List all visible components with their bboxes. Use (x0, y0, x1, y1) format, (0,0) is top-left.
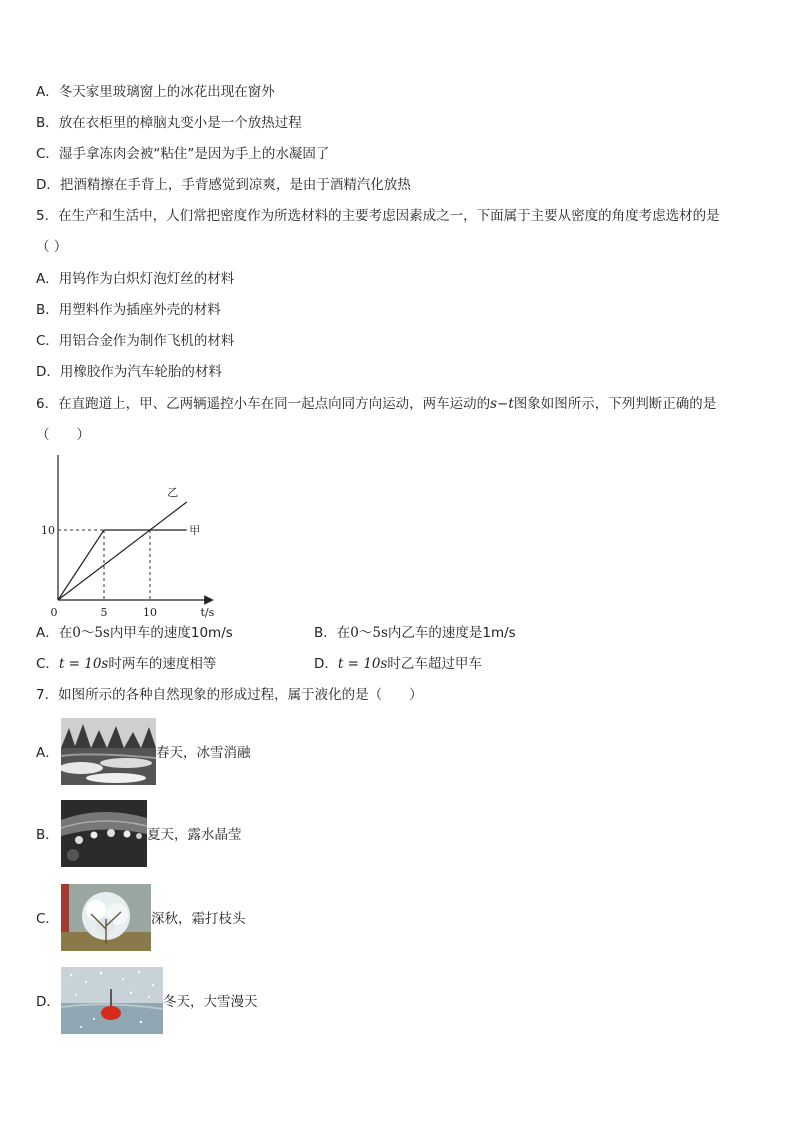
q5-option-a: A．用钨作为白炽灯泡灯丝的材料 (36, 271, 235, 287)
q7-option-b-label: B． (36, 827, 59, 843)
q6-option-b-pre: B．在 (314, 625, 351, 641)
q6-stem-pre: 6．在直跑道上，甲、乙两辆遥控小车在同一起点向同方向运动，两车运动的 (36, 396, 491, 412)
q7-option-a-photo (61, 718, 156, 785)
q6-option-a-pre: A．在 (36, 625, 73, 641)
q5-answer-paren: （ ） (36, 239, 68, 255)
q5-option-b: B．用塑料作为插座外壳的材料 (36, 302, 221, 318)
q7-option-c-label: C． (36, 911, 59, 927)
q5-option-d: D．用橡胶作为汽车轮胎的材料 (36, 364, 222, 380)
q7-option-a-label: A． (36, 745, 59, 761)
q6-option-d-post: 时乙车超过甲车 (387, 656, 482, 672)
q6-option-d-pre: D． (314, 656, 338, 672)
series-line-0 (58, 530, 187, 600)
q7-option-d-caption: 冬天，大雪漫天 (163, 994, 258, 1010)
q7-option-d-label: D． (36, 994, 60, 1010)
q6-option-b-math: 0～5s (350, 625, 388, 641)
q6-option-a-post: 内甲车的速度10m/s (109, 625, 233, 641)
series-label-0: 甲 (189, 524, 201, 537)
q7-option-b-caption: 夏天，露水晶莹 (147, 827, 242, 843)
q7-option-b-photo (61, 800, 147, 867)
q6-option-c-post: 时两车的速度相等 (108, 656, 217, 672)
series-line-1 (58, 502, 187, 600)
q7-option-a-caption: 春天，冰雪消融 (156, 745, 251, 761)
q5-stem: 5．在生产和生活中，人们常把密度作为所选材料的主要考虑因素成之一，下面属于主要从密度的角度考虑选材的是 (36, 208, 720, 224)
x-axis-label: t/s (200, 606, 215, 619)
origin-label: 0 (50, 606, 58, 619)
q4-option-d: D．把酒精擦在手背上，手背感觉到凉爽，是由于酒精汽化放热 (36, 177, 411, 193)
q7-option-d-photo (61, 967, 163, 1034)
q6-stem (36, 395, 716, 413)
q4-option-b: B．放在衣柜里的樟脑丸变小是一个放热过程 (36, 115, 302, 131)
q6-answer-paren: （ ） (36, 427, 90, 443)
q7-option-c-photo (61, 884, 151, 951)
q6-stem-post: 图象如图所示，下列判断正确的是 (513, 396, 717, 412)
q6-option-b-post: 内乙车的速度是1m/s (387, 625, 516, 641)
q7-option-c-caption: 深秋，霜打枝头 (151, 911, 246, 927)
x-tick-10: 10 (143, 606, 157, 619)
q6-option-a-math: 0～5s (72, 625, 110, 641)
q6-option-d (314, 655, 482, 673)
series-label-1: 乙 (167, 486, 179, 499)
q6-option-b (314, 624, 516, 642)
q4-option-c: C．湿手拿冻肉会被“粘住”是因为手上的水凝固了 (36, 146, 330, 162)
q5-option-c: C．用铝合金作为制作飞机的材料 (36, 333, 235, 349)
q6-stem-math: s−t (490, 396, 514, 412)
q4-option-a: A．冬天家里玻璃窗上的冰花出现在窗外 (36, 84, 275, 100)
q6-option-c-pre: C． (36, 656, 59, 672)
q6-option-d-math: t = 10s (337, 656, 388, 672)
st-graph (30, 455, 250, 625)
q6-option-c (36, 655, 216, 673)
y-tick-10: 10 (41, 524, 55, 537)
x-tick-5: 5 (100, 606, 108, 619)
q6-option-a (36, 624, 233, 642)
q7-stem: 7．如图所示的各种自然现象的形成过程，属于液化的是（ ） (36, 687, 423, 703)
q6-option-c-math: t = 10s (58, 656, 109, 672)
